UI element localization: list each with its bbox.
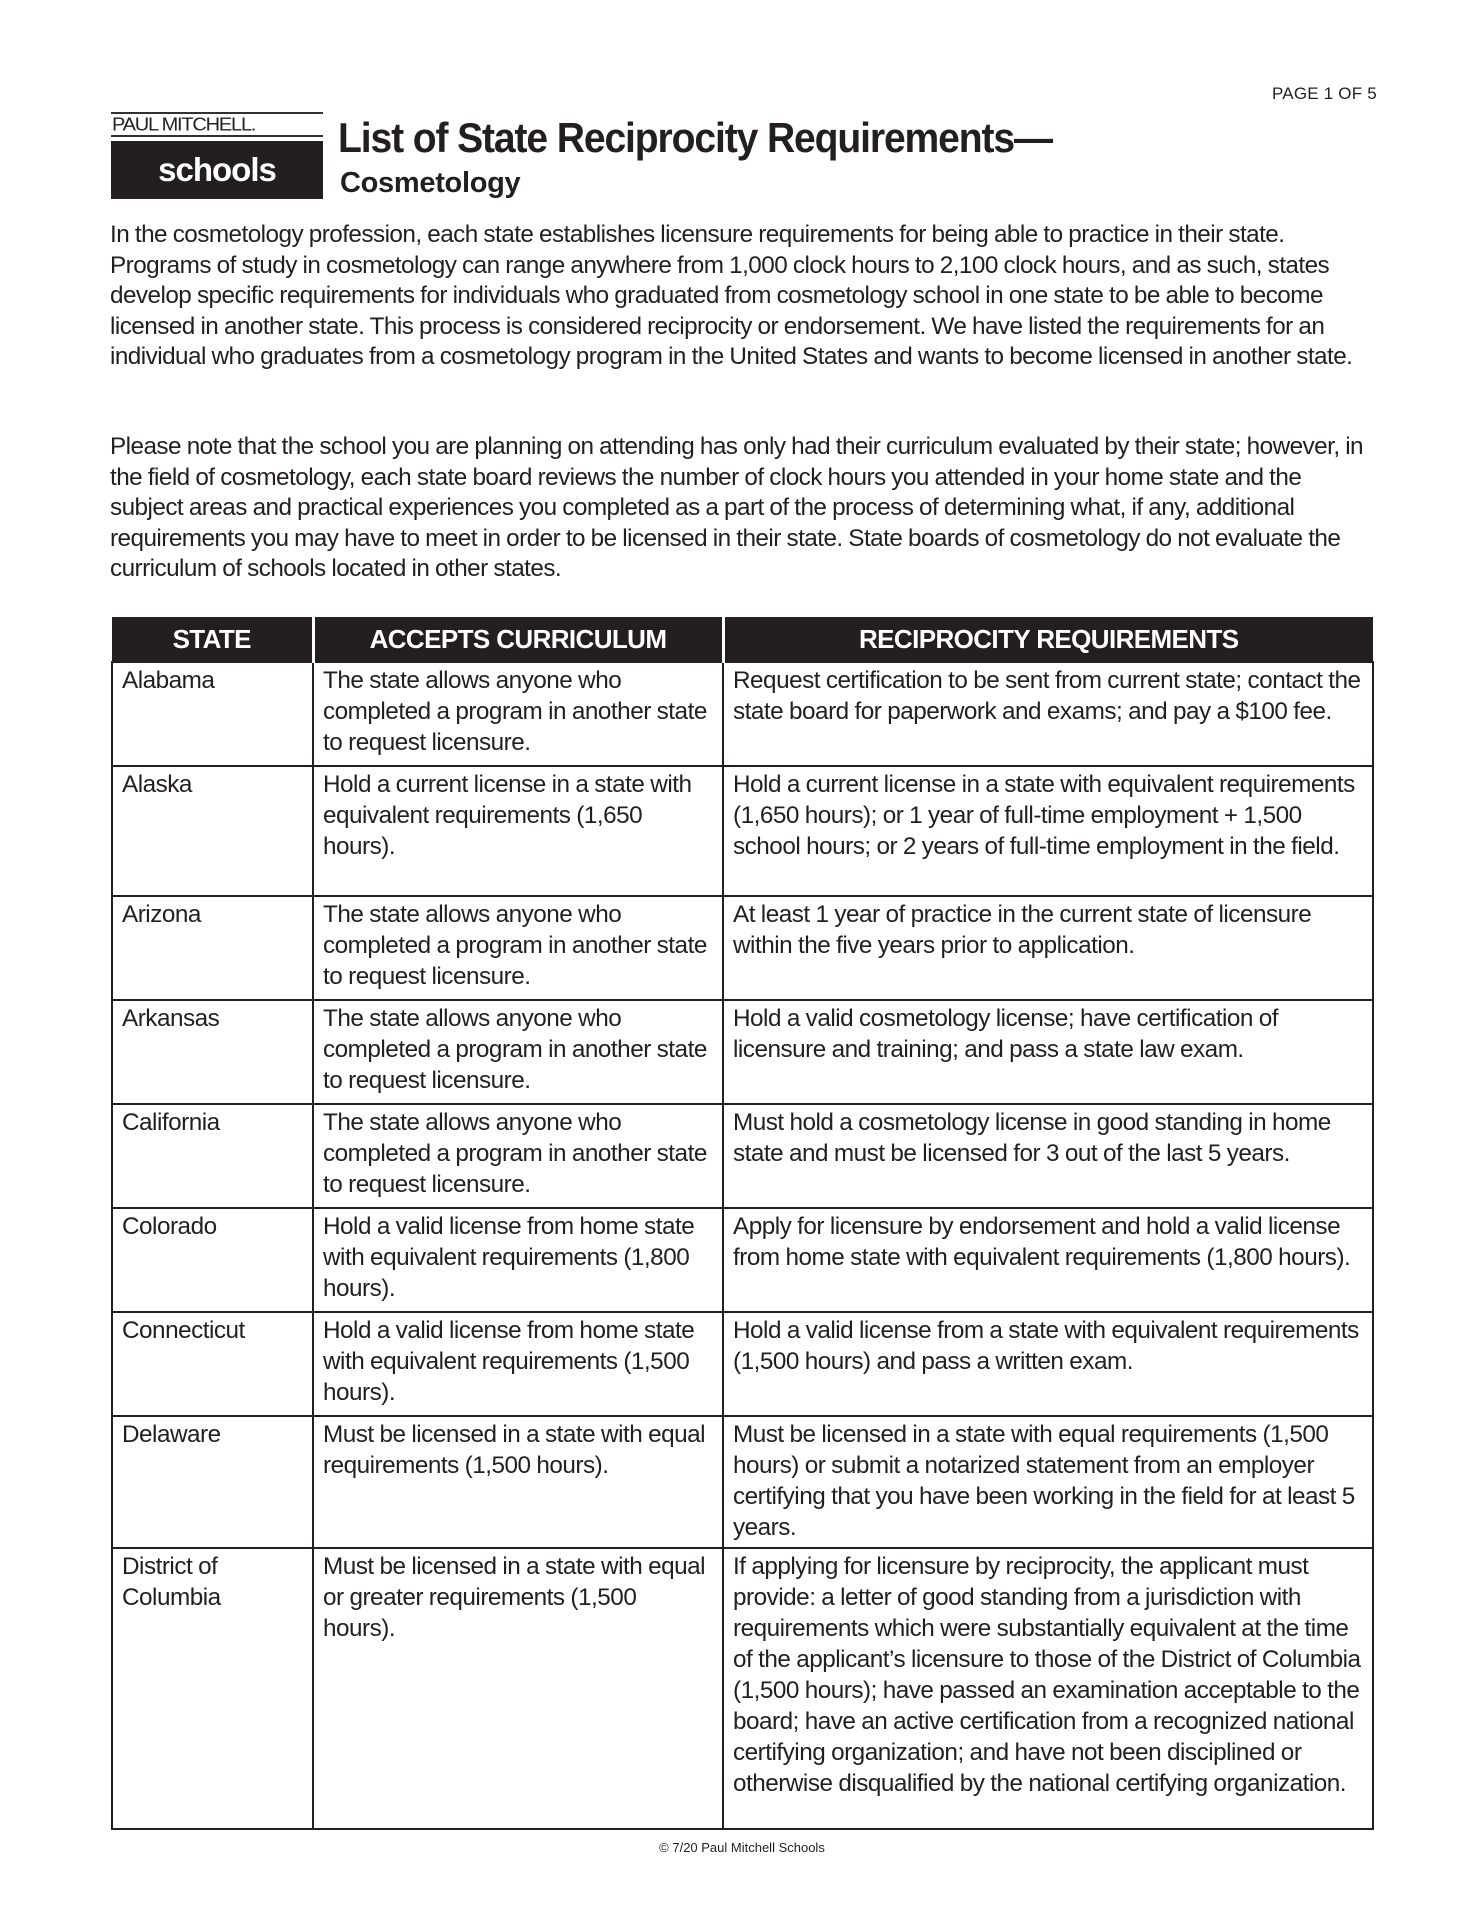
table-row xyxy=(112,896,1373,1000)
table-row xyxy=(112,1312,1373,1416)
reciprocity-requirements-cell: If applying for licensure by reciprocity, the applicant must provide: a letter of good standing from a jurisdiction with requirements which were substantially equivalent at the time of the applicant’s licensure to those of the District of Columbia (1,500 hours); have passed an examination acceptable to the board; have an active certification from a recognized national certifying organization; and have not been disciplined or otherwise disqualified by the national certifying organization. xyxy=(723,1548,1373,1829)
reciprocity-requirements-cell: Apply for licensure by endorsement and hold a valid license from home state with equivalent requirements (1,800 hours). xyxy=(723,1208,1373,1312)
note-paragraph: Please note that the school you are planning on attending has only had their curriculum evaluated by their state; however, in the field of cosmetology, each state board reviews the number of clock hours you attended in your home state and the subject areas and practical experiences you completed as a part of the process of determining what, if any, additional requirements you may have to meet in order to be licensed in their state. State boards of cosmetology do not evaluate the curriculum of schools located in other states. xyxy=(110,433,1364,582)
state-cell: Alabama xyxy=(112,662,313,766)
page-subtitle: Cosmetology xyxy=(340,167,521,199)
state-cell: Delaware xyxy=(112,1416,313,1548)
table-row xyxy=(112,662,1373,766)
logo-schools-block: schools xyxy=(111,141,323,199)
state-cell: California xyxy=(112,1104,313,1208)
state-cell: Arkansas xyxy=(112,1000,313,1104)
accepts-curriculum-cell: The state allows anyone who completed a program in another state to request licensure. xyxy=(313,1104,723,1208)
page-indicator: PAGE 1 OF 5 xyxy=(1272,84,1377,103)
copyright-footer: © 7/20 Paul Mitchell Schools xyxy=(659,1840,825,1855)
accepts-curriculum-cell: Hold a valid license from home state with equivalent requirements (1,800 hours). xyxy=(313,1208,723,1312)
table-row xyxy=(112,1208,1373,1312)
accepts-curriculum-cell: The state allows anyone who completed a program in another state to request licensure. xyxy=(313,662,723,766)
table-body xyxy=(112,662,1373,1829)
paul-mitchell-schools-logo xyxy=(111,111,323,199)
table-row xyxy=(112,766,1373,896)
reciprocity-requirements-cell: Must be licensed in a state with equal requirements (1,500 hours) or submit a notarized statement from an employer certifying that you have been working in the field for at least 5 years. xyxy=(723,1416,1373,1548)
reciprocity-requirements-cell: Hold a valid cosmetology license; have certification of licensure and training; and pass a state law exam. xyxy=(723,1000,1373,1104)
state-cell: Alaska xyxy=(112,766,313,896)
table-row xyxy=(112,1416,1373,1548)
column-header-accepts-curriculum: ACCEPTS CURRICULUM xyxy=(313,617,723,662)
accepts-curriculum-cell: Must be licensed in a state with equal requirements (1,500 hours). xyxy=(313,1416,723,1548)
accepts-curriculum-cell: Hold a valid license from home state with equivalent requirements (1,500 hours). xyxy=(313,1312,723,1416)
table-row xyxy=(112,1548,1373,1829)
accepts-curriculum-cell: The state allows anyone who completed a program in another state to request licensure. xyxy=(313,896,723,1000)
reciprocity-requirements-cell: At least 1 year of practice in the current state of licensure within the five years prior to application. xyxy=(723,896,1373,1000)
reciprocity-requirements-cell: Hold a valid license from a state with equivalent requirements (1,500 hours) and pass a written exam. xyxy=(723,1312,1373,1416)
intro-paragraph: In the cosmetology profession, each state establishes licensure requirements for being able to practice in their state. Programs of study in cosmetology can range anywhere from 1,000 clock hours to 2,100 clock hours, and as such, states develop specific requirements for individuals who graduated from cosmetology school in one state to be able to become licensed in another state. This process is considered reciprocity or endorsement. We have listed the requirements for an individual who graduates from a cosmetology program in the United States and wants to become licensed in another state. xyxy=(110,221,1353,370)
state-cell: Arizona xyxy=(112,896,313,1000)
accepts-curriculum-cell: Hold a current license in a state with equivalent requirements (1,650 hours). xyxy=(313,766,723,896)
accepts-curriculum-cell: The state allows anyone who completed a program in another state to request licensure. xyxy=(313,1000,723,1104)
column-header-reciprocity-requirements: RECIPROCITY REQUIREMENTS xyxy=(723,617,1373,662)
reciprocity-table xyxy=(111,617,1374,1830)
state-cell: Connecticut xyxy=(112,1312,313,1416)
reciprocity-requirements-cell: Hold a current license in a state with equivalent requirements (1,650 hours); or 1 year of full-time employment + 1,500 school hours; or 2 years of full-time employment in the field. xyxy=(723,766,1373,896)
state-cell: Colorado xyxy=(112,1208,313,1312)
reciprocity-requirements-cell: Request certification to be sent from current state; contact the state board for paperwork and exams; and pay a $100 fee. xyxy=(723,662,1373,766)
page-title: List of State Reciprocity Requirements— xyxy=(338,114,1052,161)
column-header-state: STATE xyxy=(112,617,313,662)
table-row xyxy=(112,1104,1373,1208)
table-row xyxy=(112,1000,1373,1104)
state-cell: District of Columbia xyxy=(112,1548,313,1829)
logo-wordmark: PAUL MITCHELL. xyxy=(111,112,323,137)
reciprocity-requirements-cell: Must hold a cosmetology license in good standing in home state and must be licensed for 3 out of the last 5 years. xyxy=(723,1104,1373,1208)
table-header-row xyxy=(112,617,1373,662)
accepts-curriculum-cell: Must be licensed in a state with equal or greater requirements (1,500 hours). xyxy=(313,1548,723,1829)
